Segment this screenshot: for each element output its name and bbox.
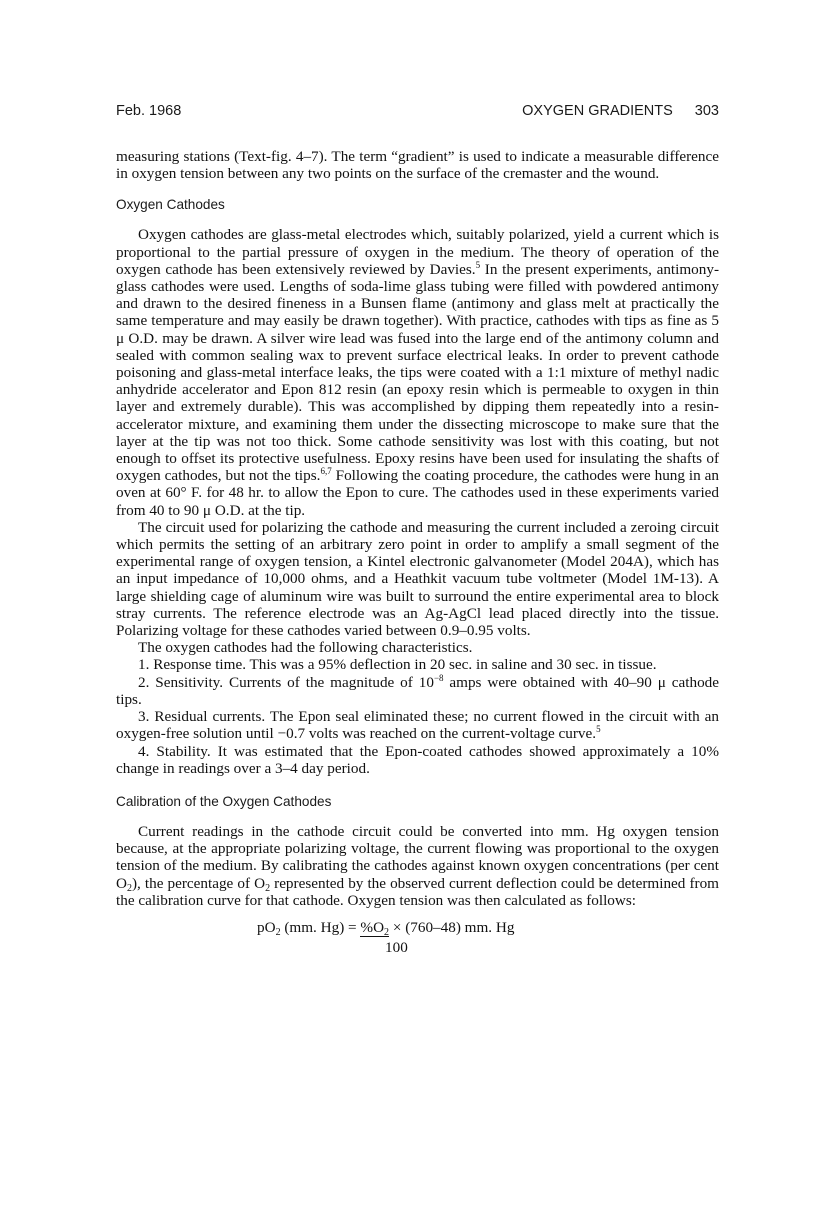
- intro-paragraph: measuring stations (Text-fig. 4–7). The term “gradient” is used to indicate a measurable difference in oxygen tension between any two points on the surface of the cremaster and the wound.: [116, 148, 719, 183]
- page-number: 303: [694, 103, 719, 119]
- section-heading-calibration: Calibration of the Oxygen Cathodes: [116, 793, 332, 809]
- reference-marker: 5: [596, 724, 601, 735]
- oxygen-cathodes-paragraph: Oxygen cathodes are glass-metal electrodes which, suitably polarized, yield a current which is proportional to the partial pressure of oxygen in the medium. The theory of operation of the oxygen cathode has been extensively reviewed by Davies.$^5$ In the present experiments, antimony-glass cathodes were used. Lengths of soda-lime glass tubing were filled with powdered antimony and drawn to the desired fineness in a Bunsen flame (antimony and glass melt at practically the same temperature and may easily be drawn together). With practice, cathodes with tips as fine as 5 μ O.D. may be drawn. A silver wire lead was fused into the large end of the antimony column and sealed with common sealing wax to prevent surface electrical leaks. In order to prevent cathode poisoning and glass-metal interface leaks, the tips were coated with a 1:1 mixture of methyl nadic anhydride accelerator and Epon 812 resin (an epoxy resin which is permeable to oxygen in thin layer and extremely durable). This was accomplished by dipping them repeatedly into a resin-accelerator mixture, and examining them under the dissecting microscope to make sure that the layer at the tip was not too thick. Some cathode sensitivity was lost with this coating, but not enough to offset its protective usefulness. Epoxy resins have been used for insulating the shafts of oxygen cathodes, but not the tips.$^{6,7}$ Following the coating procedure, the cathodes were hung in an oven at 60° F. for 48 hr. to allow the Epon to cure. The cathodes used in these experiments varied from 40 to 90 μ O.D. at the tip.: [116, 226, 720, 519]
- calibration-paragraph: Current readings in the cathode circuit could be converted into mm. Hg oxygen tension because, at the appropriate polarizing voltage, the current flowing was proportional to the oxygen tension of the medium. By calibrating the cathodes against known oxygen concentrations (per cent $O_2$), the percentage of $O_2$ represented by the observed current deflection could be determined from the calibration curve for that cathode. Oxygen tension was then calculated as follows:: [116, 822, 719, 909]
- oxygen-tension-equation: [116, 919, 719, 961]
- section-heading-oxygen-cathodes: Oxygen Cathodes: [116, 197, 225, 213]
- reference-marker: 6,7: [320, 466, 332, 477]
- equation-numerator: $\%O_2$: [360, 918, 390, 938]
- characteristic-sensitivity: 2. Sensitivity. Currents of the magnitude of $10^{-8}$ amps were obtained with 40–90 μ cathode tips.: [116, 672, 720, 708]
- equation-denominator: 100: [385, 938, 408, 956]
- running-head: [116, 103, 719, 123]
- reference-marker: 5: [475, 259, 481, 270]
- equation-line: $pO_2$ (mm. $Hg) = \%O_2 \times (760-48)$ mm. Hg: [257, 918, 515, 938]
- characteristics-intro: The oxygen cathodes had the following characteristics.: [138, 639, 473, 657]
- issue-date: Feb. 1968: [116, 103, 182, 119]
- running-title: OXYGEN GRADIENTS: [522, 103, 673, 119]
- exponent: −8: [433, 672, 444, 683]
- characteristic-residual-currents: 3. Residual currents. The Epon seal eliminated these; no current flowed in the circuit with an oxygen-free solution until −0.7 volts was reached on the current-voltage curve.$^5$: [116, 708, 719, 743]
- circuit-paragraph: The circuit used for polarizing the cathode and measuring the current included a zeroing circuit which permits the setting of an arbitrary zero point in order to amplify a small segment of the experimental range of oxygen tension, a Kintel electronic galvanometer (Model 204A), which has an input impedance of 10,000 ohms, and a Heathkit vacuum tube voltmeter (Model 1M-13). A large shielding cage of aluminum wire was built to surround the entire experimental area to block stray currents. The reference electrode was an Ag-AgCl lead placed directly into the tissue. Polarizing voltage for these cathodes varied between 0.9–0.95 volts.: [116, 518, 719, 640]
- article-body: [116, 148, 719, 961]
- running-title-block: [500, 103, 719, 119]
- characteristic-stability: 4. Stability. It was estimated that the Epon-coated cathodes showed approximately a 10% change in readings over a 3–4 day period.: [116, 742, 719, 777]
- characteristic-response-time: 1. Response time. This was a 95% deflection in 20 sec. in saline and 30 sec. in tissue.: [138, 656, 657, 674]
